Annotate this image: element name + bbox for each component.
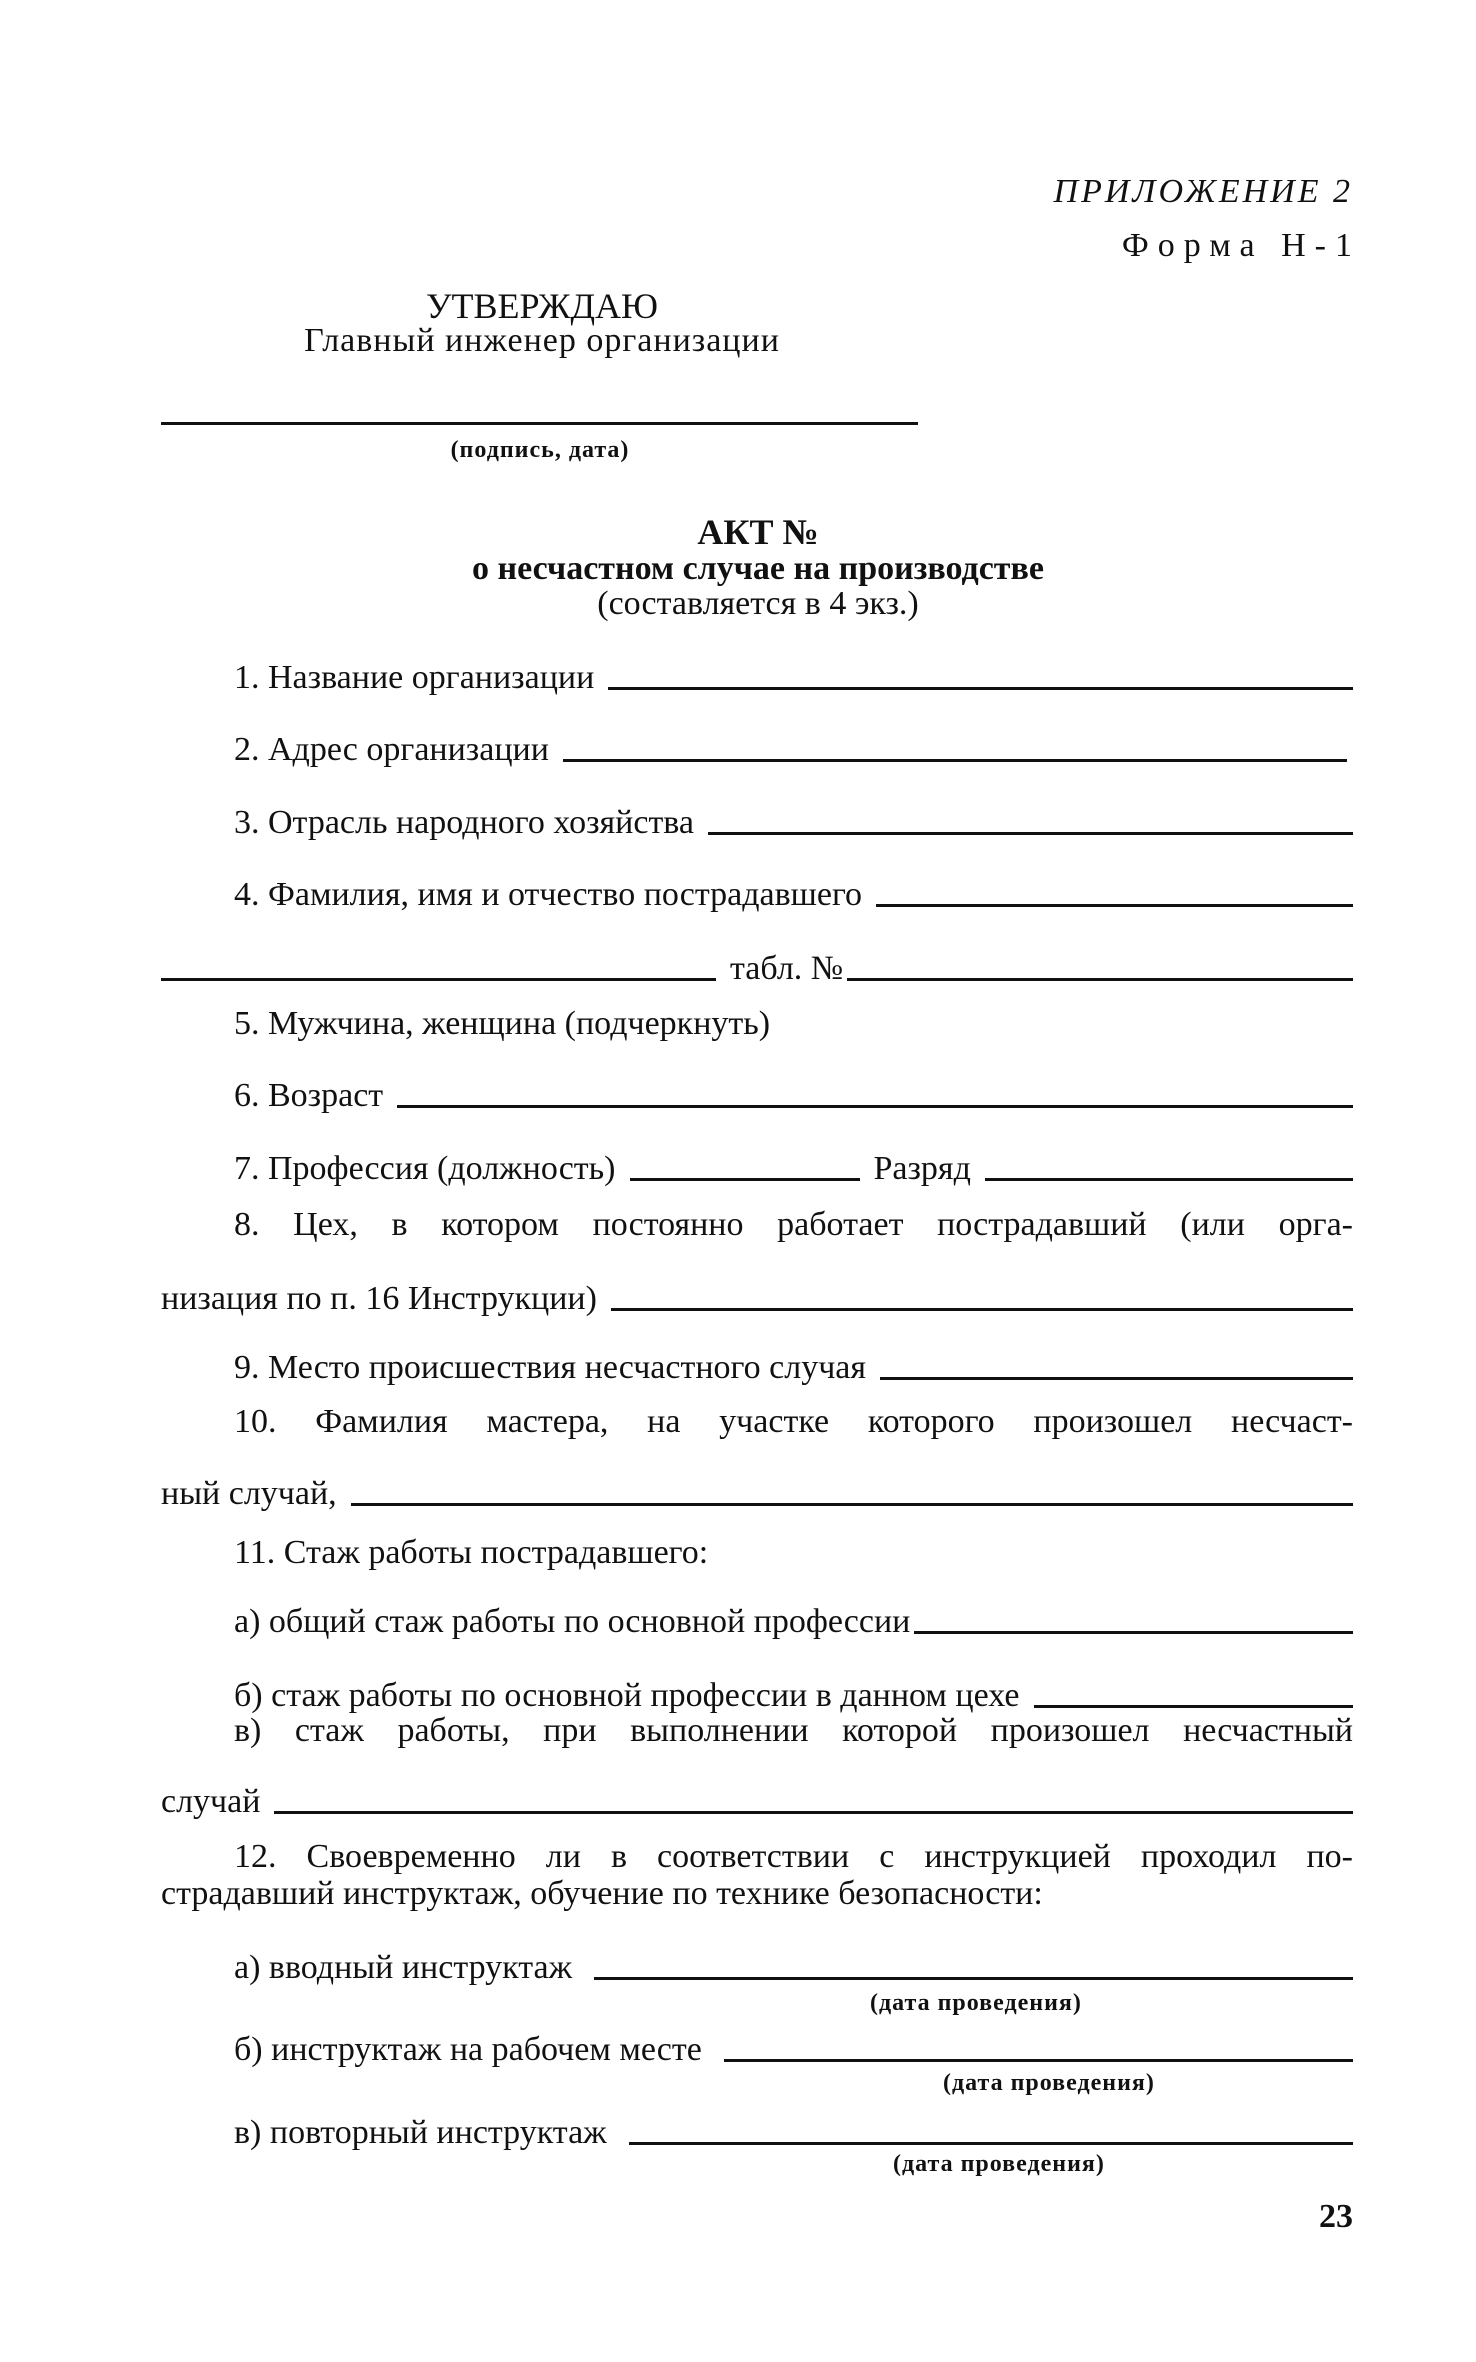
field-label: ный случай, bbox=[161, 1475, 337, 1512]
date-caption: (дата проведения) bbox=[870, 1990, 1082, 2016]
tab-number-line[interactable] bbox=[847, 978, 1353, 981]
input-line[interactable] bbox=[594, 1977, 1353, 1980]
profession-line[interactable] bbox=[630, 1178, 860, 1181]
input-line[interactable] bbox=[608, 687, 1353, 690]
briefing-question-line2: страдавший инструктаж, обучение по технике безопасности: bbox=[161, 1875, 1043, 1912]
field-victim-name-cont bbox=[161, 947, 1353, 989]
field-task-experience-label: в) стаж работы, при выполнении которой произошел несчастный bbox=[234, 1712, 1353, 1749]
field-foreman-label: 10. Фамилия мастера, на участке которого произошел несчаст- bbox=[234, 1403, 1353, 1440]
field-label: а) общий стаж работы по основной профессии bbox=[234, 1603, 911, 1640]
appendix-label: ПРИЛОЖЕНИЕ 2 bbox=[1053, 173, 1353, 210]
field-workshop-label: 8. Цех, в котором постоянно работает пострадавший (или орга- bbox=[234, 1206, 1353, 1243]
field-total-experience bbox=[234, 1600, 1353, 1642]
field-label: а) вводный инструктаж bbox=[234, 1949, 573, 1986]
grade-line[interactable] bbox=[985, 1178, 1353, 1181]
field-profession bbox=[234, 1147, 1353, 1189]
input-line[interactable] bbox=[274, 1811, 1353, 1814]
act-title: АКТ № bbox=[697, 512, 819, 552]
signature-line[interactable] bbox=[161, 422, 918, 425]
field-workshop-experience bbox=[234, 1674, 1353, 1716]
input-line[interactable] bbox=[351, 1503, 1353, 1506]
field-label: 6. Возраст bbox=[234, 1077, 384, 1114]
field-label: низация по п. 16 Инструкции) bbox=[161, 1280, 597, 1317]
approver-title: Главный инженер организации bbox=[304, 322, 780, 359]
field-victim-name bbox=[234, 873, 1353, 915]
field-label: б) инструктаж на рабочем месте bbox=[234, 2031, 702, 2068]
field-label: 4. Фамилия, имя и отчество пострадавшего bbox=[234, 876, 863, 913]
act-subject: о несчастном случае на производстве bbox=[472, 550, 1044, 587]
experience-heading: 11. Стаж работы пострадавшего: bbox=[234, 1534, 709, 1571]
signature-caption: (подпись, дата) bbox=[450, 437, 630, 463]
input-line[interactable] bbox=[563, 759, 1347, 762]
input-line[interactable] bbox=[876, 904, 1353, 907]
briefing-question-line1: 12. Своевременно ли в соответствии с инструкцией проходил по- bbox=[234, 1838, 1353, 1875]
field-label: 2. Адрес организации bbox=[234, 731, 549, 768]
field-organization-address bbox=[234, 728, 1347, 770]
field-label: в) повторный инструктаж bbox=[234, 2114, 607, 2151]
act-copies: (составляется в 4 экз.) bbox=[597, 585, 919, 622]
field-workplace-briefing bbox=[234, 2028, 1353, 2070]
field-foreman bbox=[161, 1472, 1353, 1514]
input-line[interactable] bbox=[914, 1631, 1353, 1634]
field-label: 5. Мужчина, женщина (подчеркнуть) bbox=[234, 1005, 771, 1042]
field-intro-briefing bbox=[234, 1946, 1353, 1988]
field-label: 1. Название организации bbox=[234, 659, 595, 696]
field-industry bbox=[234, 801, 1353, 843]
approve-heading: УТВЕРЖДАЮ bbox=[425, 286, 659, 326]
date-caption: (дата проведения) bbox=[893, 2151, 1105, 2177]
field-label: б) стаж работы по основной профессии в данном цехе bbox=[234, 1677, 1020, 1714]
input-line[interactable] bbox=[1034, 1705, 1353, 1708]
input-line[interactable] bbox=[708, 832, 1353, 835]
field-age bbox=[234, 1074, 1353, 1116]
input-line[interactable] bbox=[724, 2059, 1353, 2062]
field-label: 7. Профессия (должность) bbox=[234, 1150, 616, 1187]
field-organization-name bbox=[234, 656, 1353, 698]
field-label: случай bbox=[161, 1783, 261, 1820]
date-caption: (дата проведения) bbox=[943, 2070, 1155, 2096]
page-number: 23 bbox=[1319, 2198, 1353, 2235]
field-label: 9. Место происшествия несчастного случая bbox=[234, 1349, 867, 1386]
field-label: 3. Отрасль народного хозяйства bbox=[234, 804, 694, 841]
form-label: Форма Н-1 bbox=[1121, 227, 1361, 264]
input-line[interactable] bbox=[880, 1377, 1353, 1380]
field-task-experience bbox=[161, 1780, 1353, 1822]
field-accident-place bbox=[234, 1346, 1353, 1388]
input-line[interactable] bbox=[611, 1308, 1353, 1311]
field-workshop bbox=[161, 1277, 1353, 1319]
field-repeat-briefing bbox=[234, 2111, 1353, 2153]
field-label: табл. № bbox=[730, 950, 844, 987]
input-line[interactable] bbox=[161, 978, 716, 981]
grade-label: Разряд bbox=[873, 1150, 971, 1187]
field-gender bbox=[234, 1002, 1353, 1044]
input-line[interactable] bbox=[397, 1105, 1353, 1108]
